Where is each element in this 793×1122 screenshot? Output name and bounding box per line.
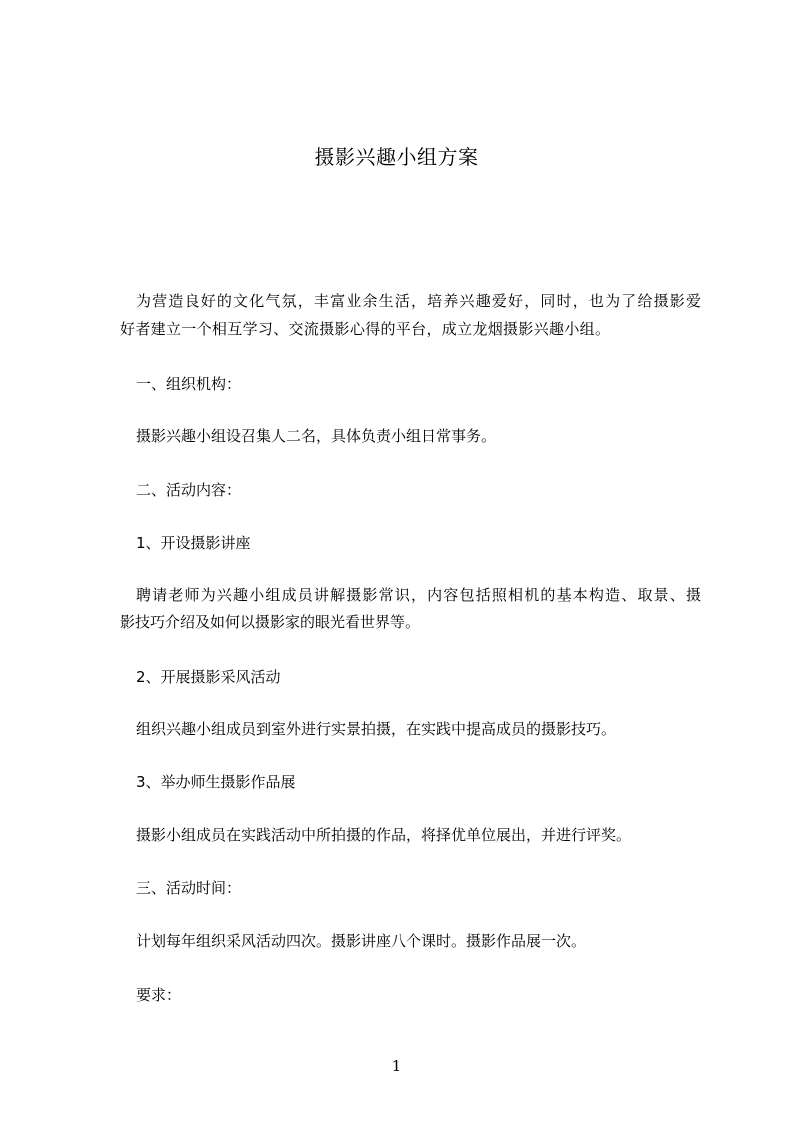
intro-paragraph-line-2: 好者建立一个相互学习、交流摄影心得的平台，成立龙烟摄影兴趣小组。 [120, 320, 610, 338]
activity-item-3-heading: 3、举办师生摄影作品展 [136, 773, 296, 791]
section-heading-organization: 一、组织机构： [136, 375, 242, 393]
activity-item-1-heading: 1、开设摄影讲座 [136, 534, 251, 552]
activity-item-2-paragraph: 组织兴趣小组成员到室外进行实景拍摄，在实践中提高成员的摄影技巧。 [136, 720, 617, 738]
activity-item-1-line-2: 影技巧介绍及如何以摄影家的眼光看世界等。 [120, 613, 421, 631]
page-number: 1 [391, 1057, 402, 1075]
requirements-heading: 要求： [136, 986, 182, 1004]
activity-item-1-line-1: 聘请老师为兴趣小组成员讲解摄影常识，内容包括照相机的基本构造、取景、摄 [136, 586, 701, 604]
time-paragraph: 计划每年组织采风活动四次。摄影讲座八个课时。摄影作品展一次。 [136, 932, 587, 950]
document-title: 摄影兴趣小组方案 [314, 145, 479, 169]
intro-paragraph-line-1: 为营造良好的文化气氛，丰富业余生活，培养兴趣爱好，同时，也为了给摄影爱 [136, 292, 701, 310]
section-heading-time: 三、活动时间： [136, 879, 242, 897]
activity-item-2-heading: 2、开展摄影采风活动 [136, 668, 281, 686]
section-heading-activities: 二、活动内容： [136, 481, 242, 499]
activity-item-3-paragraph: 摄影小组成员在实践活动中所拍摄的作品，将择优单位展出，并进行评奖。 [136, 826, 632, 844]
organization-paragraph: 摄影兴趣小组设召集人二名，具体负责小组日常事务。 [136, 427, 497, 445]
